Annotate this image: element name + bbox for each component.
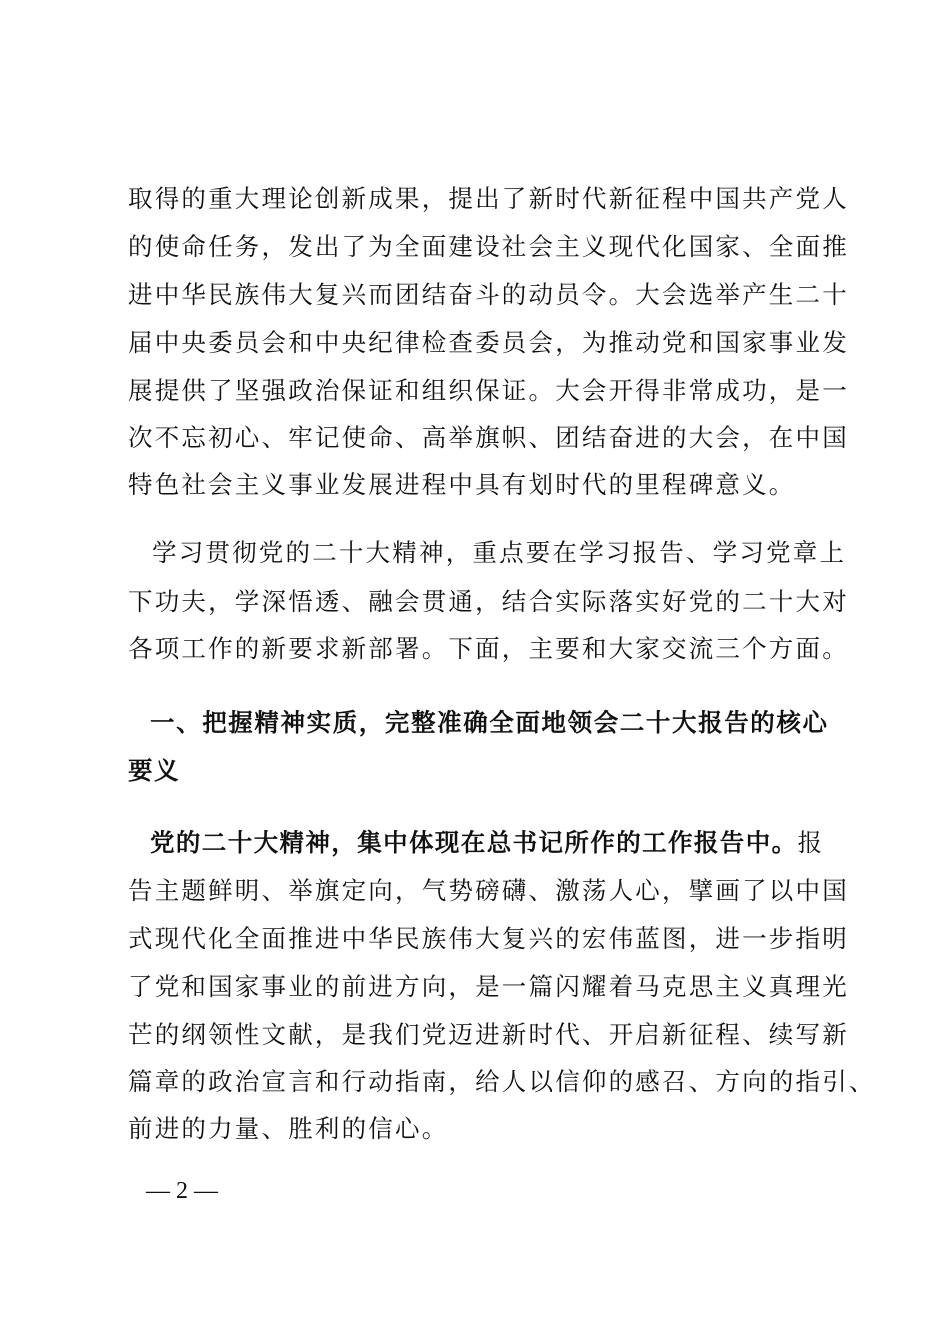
paragraph-line: 篇章的政治宣言和行动指南，给人以信仰的感召、方向的指引、 xyxy=(128,1067,876,1096)
paragraph-line: 展提供了坚强政治保证和组织保证。大会开得非常成功，是一 xyxy=(128,376,849,405)
paragraph-line: 前进的力量、胜利的信心。 xyxy=(128,1114,449,1143)
heading-line: 要义 xyxy=(128,756,181,785)
paragraph-line: 届中央委员会和中央纪律检查委员会，为推动党和国家事业发 xyxy=(128,328,849,357)
paragraph-line: 式现代化全面推进中华民族伟大复兴的宏伟蓝图，进一步指明 xyxy=(128,924,849,953)
paragraph-first-line xyxy=(150,828,824,858)
paragraph-line: 学习贯彻党的二十大精神，重点要在学习报告、学习党章上 xyxy=(152,538,847,567)
paragraph-line: 取得的重大理论创新成果，提出了新时代新征程中国共产党人 xyxy=(128,184,849,213)
paragraph-line: 芒的纲领性文献，是我们党迈进新时代、开启新征程、续写新 xyxy=(128,1020,849,1049)
first-line-continuation: 报 xyxy=(797,828,825,857)
paragraph-line: 下功夫，学深悟透、融会贯通，结合实际落实好党的二十大对 xyxy=(128,587,849,616)
page-number: — 2 — xyxy=(146,1178,218,1204)
paragraph-line: 告主题鲜明、举旗定向，气势磅礴、激荡人心，擘画了以中国 xyxy=(128,876,849,905)
paragraph-line: 了党和国家事业的前进方向，是一篇闪耀着马克思主义真理光 xyxy=(128,972,849,1001)
heading-line: 一、把握精神实质，完整准确全面地领会二十大报告的核心 xyxy=(150,708,829,737)
paragraph-line: 次不忘初心、牢记使命、高举旗帜、团结奋进的大会，在中国 xyxy=(128,423,849,452)
paragraph-line: 的使命任务，发出了为全面建设社会主义现代化国家、全面推 xyxy=(128,232,849,261)
bold-lead-sentence: 党的二十大精神，集中体现在总书记所作的工作报告中。 xyxy=(150,828,798,857)
paragraph-line: 各项工作的新要求新部署。下面，主要和大家交流三个方面。 xyxy=(128,634,849,663)
paragraph-line: 特色社会主义事业发展进程中具有划时代的里程碑意义。 xyxy=(128,470,796,499)
paragraph-line: 进中华民族伟大复兴而团结奋斗的动员令。大会选举产生二十 xyxy=(128,280,849,309)
